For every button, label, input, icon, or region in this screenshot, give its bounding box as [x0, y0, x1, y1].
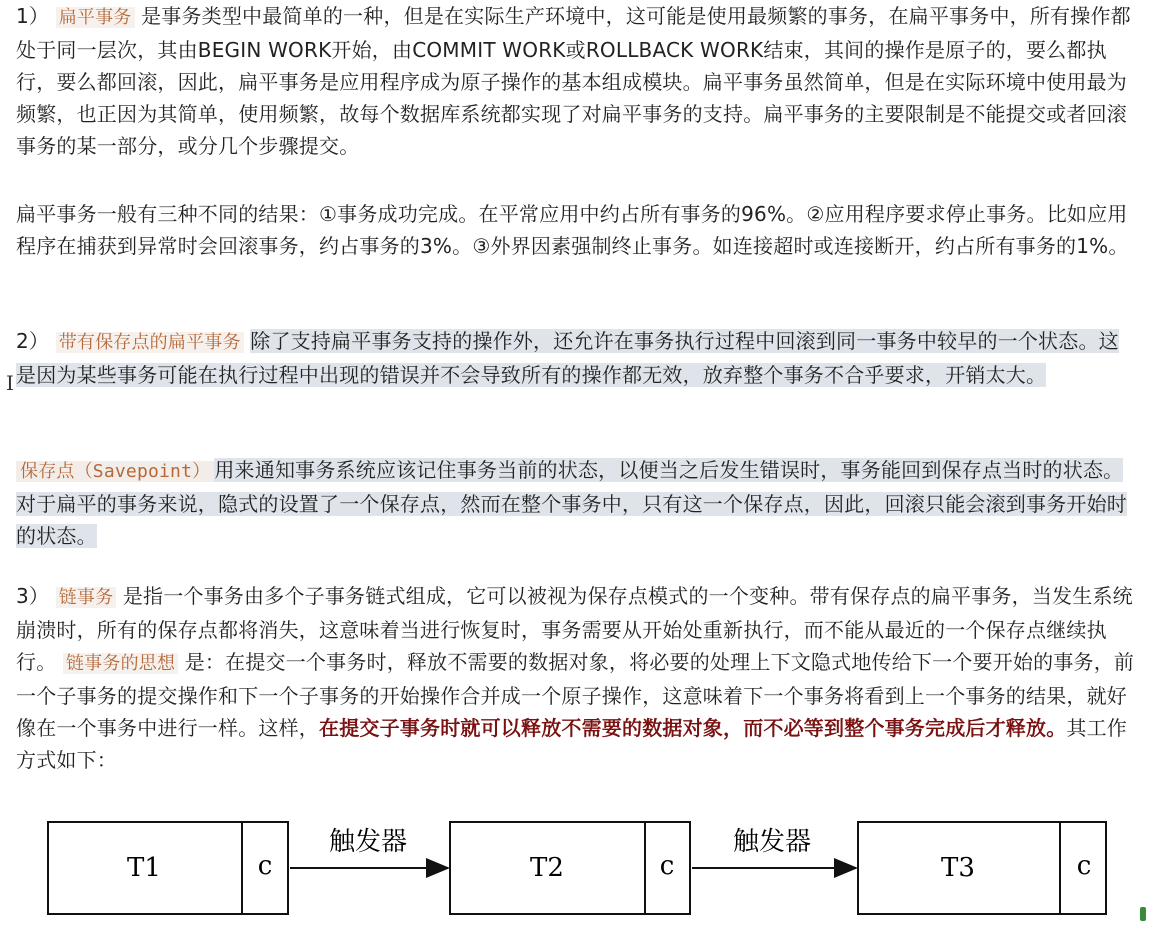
paragraph-savepoint-transaction: [16, 325, 1138, 391]
term-chain-idea: 链事务的思想: [63, 653, 178, 674]
arrow-label: 触发器: [732, 827, 812, 857]
transaction-box-t3: [858, 822, 1106, 914]
commit-label: c: [659, 851, 675, 881]
paragraph-flat-results: [16, 198, 1138, 262]
box-label: T3: [941, 853, 975, 883]
transaction-box-t2: [450, 822, 690, 914]
paragraph-text: 其工作方式如下：: [16, 716, 1128, 772]
paragraph-text: 是指一个事务由多个子事务链式组成，它可以被视为保存点模式的一个变种。带有保存点的扁平事务，当发生系统崩溃时，所有的保存点都将消失，这意味着当进行恢复时，事务需要从开始处重新执行，而不能从最近的一个保存点继续执行。: [16, 584, 1133, 674]
paragraph-text: 是：在提交一个事务时，释放不需要的数据对象，将必要的处理上下文隐式地传给下一个要开始的事务，前一个子事务的提交操作和下一个子事务的开始操作合并成一个原子操作，这意味着下一个事务将看到上一个事务的结果，就好像在一个事务中进行一样。这样，: [16, 650, 1135, 740]
item-number: 3）: [16, 584, 50, 608]
item-number: 2）: [16, 329, 50, 353]
term-flat-transaction: 扁平事务: [56, 7, 135, 28]
paragraph-flat-transaction: [16, 0, 1138, 162]
commit-label: c: [1076, 851, 1092, 881]
term-chained-transaction: 链事务: [56, 587, 117, 608]
paragraph-savepoint-definition: [16, 454, 1138, 552]
arrow-label: 触发器: [328, 827, 408, 857]
commit-label: c: [257, 851, 273, 881]
paragraph-chained-transaction: [16, 580, 1138, 776]
term-savepoint-transaction: 带有保存点的扁平事务: [56, 332, 244, 353]
emphasis-text: 在提交子事务时就可以释放不需要的数据对象，而不必等到整个事务完成后才释放。: [319, 716, 1067, 740]
trigger-arrow-2: [692, 827, 856, 868]
item-number: 1）: [16, 4, 50, 28]
term-savepoint: 保存点（Savepoint）: [16, 461, 214, 482]
selected-text: 用来通知事务系统应该记住事务当前的状态，以便当之后发生错误时，事务能回到保存点当时的状态。对于扁平的事务来说，隐式的设置了一个保存点，然而在整个事务中，只有这一个保存点，因此，回滚只能会滚到事务开始时的状态。: [16, 458, 1127, 548]
paragraph-text: 是事务类型中最简单的一种，但是在实际生产环境中，这可能是使用最频繁的事务，在扁平事务中，所有操作都处于同一层次，其由BEGIN WORK开始，由COMMIT WORK或ROLLBACK WORK结束，其间的操作是原子的，要么都执行，要么都回滚，因此，扁平事务是应用程序成为原子操作的基本组成模块。扁平事务虽然简单，但是在实际环境中使用最为频繁，也正因为其简单，使用频繁，故每个数据库系统都实现了对扁平事务的支持。扁平事务的主要限制是不能提交或者回滚事务的某一部分，或分几个步骤提交。: [16, 4, 1131, 158]
text-cursor-icon: I: [6, 371, 14, 395]
trigger-arrow-1: [290, 827, 448, 868]
selected-text: 除了支持扁平事务支持的操作外，还允许在事务执行过程中回滚到同一事务中较早的一个状态。这是因为某些事务可能在执行过程中出现的错误并不会导致所有的操作都无效，放弃整个事务不合乎要求，开销太大。: [16, 329, 1119, 387]
box-label: T1: [127, 853, 161, 883]
corner-indicator-icon: [1140, 907, 1146, 921]
transaction-box-t1: [48, 822, 288, 914]
chained-transaction-diagram: [0, 810, 1150, 931]
diagram-svg: [0, 810, 1150, 931]
paragraph-text: 扁平事务一般有三种不同的结果：①事务成功完成。在平常应用中约占所有事务的96%。②应用程序要求停止事务。比如应用程序在捕获到异常时会回滚事务，约占事务的3%。③外界因素强制终止事务。如连接超时或连接断开，约占所有事务的1%。: [16, 202, 1129, 258]
box-label: T2: [530, 853, 564, 883]
